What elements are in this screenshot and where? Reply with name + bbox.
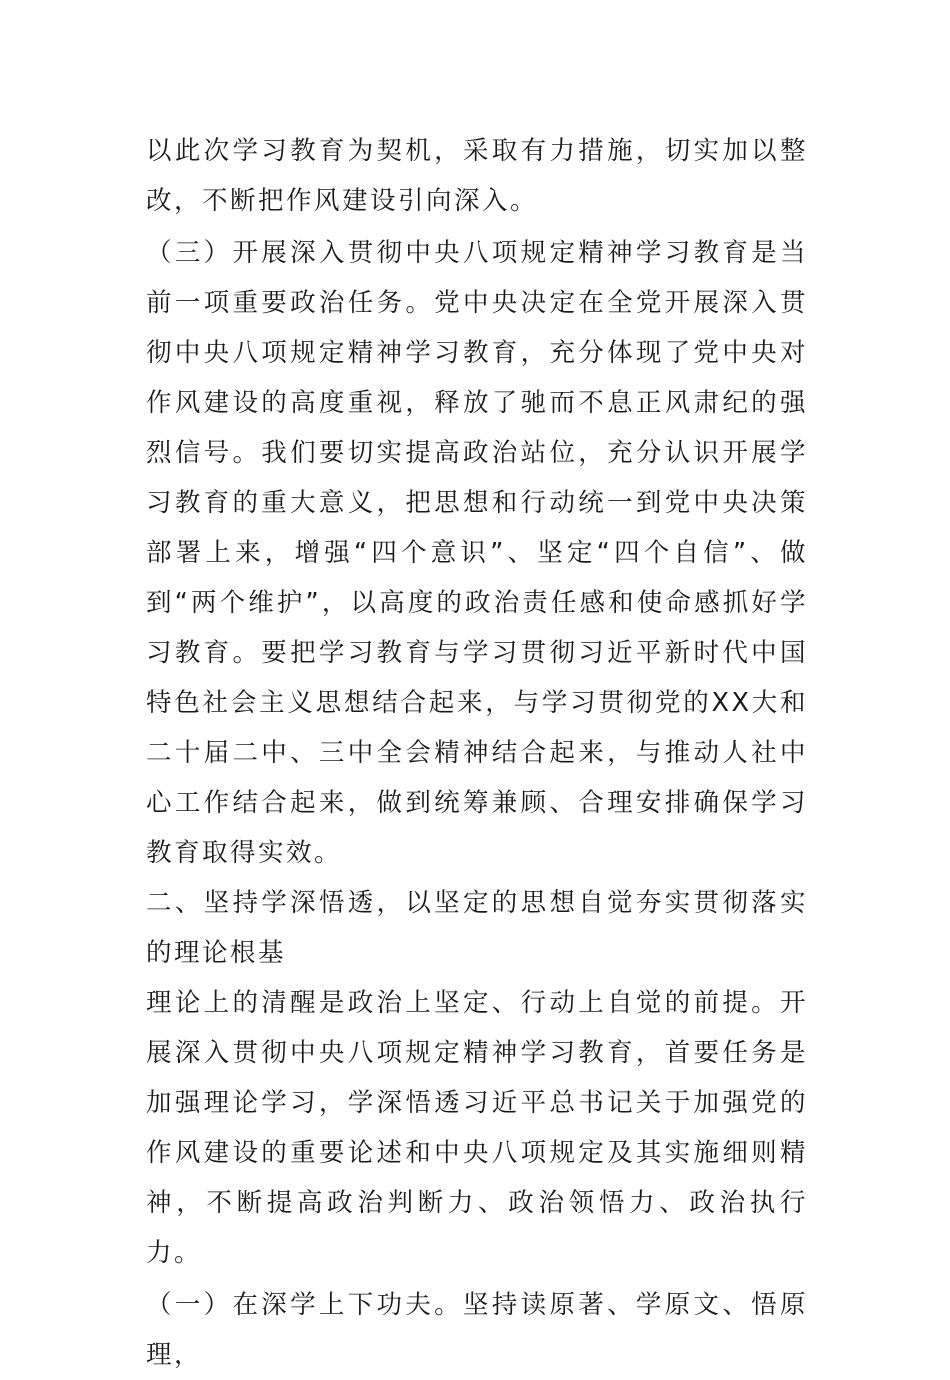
paragraph-subsection-one: （一）在深学上下功夫。坚持读原著、学原文、悟原理， <box>146 1290 808 1370</box>
paragraph-theory-study: 理论上的清醒是政治上坚定、行动上自觉的前提。开展深入贯彻中央八项规定精神学习教育，首要任务是加强理论学习，学深悟透习近平总书记关于加强党的作风建设的重要论述和中央八项规定及其实施细则精神，不断提高政治判断力、政治领悟力、政治执行力。 <box>146 988 808 1268</box>
document-body <box>146 126 808 1380</box>
heading-section-two: 二、坚持学深悟透，以坚定的思想自觉夯实贯彻落实的理论根基 <box>146 888 808 968</box>
paragraph-section-three: （三）开展深入贯彻中央八项规定精神学习教育是当前一项重要政治任务。党中央决定在全党开展深入贯彻中央八项规定精神学习教育，充分体现了党中央对作风建设的高度重视，释放了驰而不息正风肃纪的强烈信号。我们要切实提高政治站位，充分认识开展学习教育的重大意义，把思想和行动统一到党中央决策部署上来，增强“四个意识”、坚定“四个自信”、做到“两个维护”，以高度的政治责任感和使命感抓好学习教育。要把学习教育与学习贯彻习近平新时代中国特色社会主义思想结合起来，与学习贯彻党的XX大和二十届二中、三中全会精神结合起来，与推动人社中心工作结合起来，做到统筹兼顾、合理安排确保学习教育取得实效。 <box>146 238 808 868</box>
paragraph-continuation: 以此次学习教育为契机，采取有力措施，切实加以整改，不断把作风建设引向深入。 <box>146 136 808 216</box>
